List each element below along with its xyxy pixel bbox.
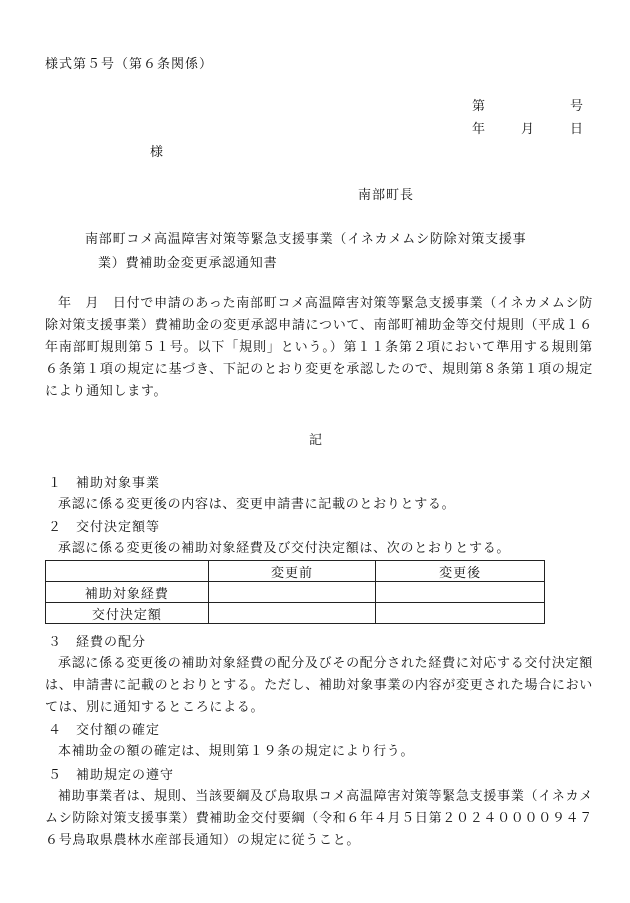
table-header-after: 変更後 — [376, 561, 545, 582]
cell-covered-expenses-before — [208, 582, 376, 603]
ki-heading: 記 — [309, 433, 324, 448]
cell-grant-amount-after — [376, 603, 545, 624]
number-label-go: 号 — [570, 99, 585, 114]
cell-grant-amount-before — [208, 603, 376, 624]
cell-covered-expenses-after — [376, 582, 545, 603]
section-3-text: 承認に係る変更後の補助対象経費の配分及びその配分された経費に対応する交付決定額は、申請書に記載のとおりとする。ただし、補助対象事業の内容が変更された場合においては、別に通知するところによる。 — [45, 656, 594, 715]
title-line-2: 業）費補助金変更承認通知書 — [98, 256, 278, 271]
section-4-heading: ４ 交付額の確定 — [48, 723, 161, 738]
section-2-text: 承認に係る変更後の補助対象経費及び交付決定額は、次のとおりとする。 — [58, 541, 511, 556]
section-3-heading: ３ 経費の配分 — [48, 635, 147, 650]
addressee-suffix: 様 — [150, 145, 165, 160]
document-title — [85, 228, 565, 276]
amounts-table — [45, 560, 545, 624]
body-paragraph: 年 月 日付で申請のあった南部町コメ高温障害対策等緊急支援事業（イネカメムシ防除対策支援事業）費補助金の変更承認申請について、南部町補助金等交付規則（平成１６年南部町規則第５１号。以下「規則」という。）第１１条第２項において準用する規則第６条第１項の規定に基づき、下記のとおり変更を承認したので、規則第８条第１項の規定により通知します。 — [45, 296, 593, 399]
table-header-row — [46, 561, 545, 582]
number-label-dai: 第 — [472, 99, 487, 114]
table-row — [46, 582, 545, 603]
form-id: 様式第５号（第６条関係） — [45, 57, 214, 72]
title-line-1: 南部町コメ高温障害対策等緊急支援事業（イネカメムシ防除対策支援事 — [85, 232, 527, 247]
section-5-heading: ５ 補助規定の遵守 — [48, 768, 175, 783]
section-1-heading: １ 補助対象事業 — [48, 476, 161, 491]
section-2-heading: ２ 交付決定額等 — [48, 520, 161, 535]
table-row — [46, 603, 545, 624]
row-label-covered-expenses: 補助対象経費 — [46, 582, 209, 603]
date-year-label: 年 — [472, 122, 487, 137]
row-label-grant-amount: 交付決定額 — [46, 603, 209, 624]
table-header-before: 変更前 — [208, 561, 376, 582]
table-header-blank — [46, 561, 209, 582]
date-month-label: 月 — [521, 122, 536, 137]
issuer: 南部町長 — [358, 188, 415, 203]
section-5-text: 補助事業者は、規則、当該要綱及び鳥取県コメ高温障害対策等緊急支援事業（イネカメムシ防除対策支援事業）費補助金交付要綱（令和６年４月５日第２０２４００００９４７６号鳥取県農林水産部長通知）の規定に従うこと。 — [45, 789, 594, 848]
section-1-text: 承認に係る変更後の内容は、変更申請書に記載のとおりとする。 — [58, 497, 456, 512]
date-day-label: 日 — [570, 122, 585, 137]
section-4-text: 本補助金の額の確定は、規則第１９条の規定により行う。 — [58, 744, 415, 759]
